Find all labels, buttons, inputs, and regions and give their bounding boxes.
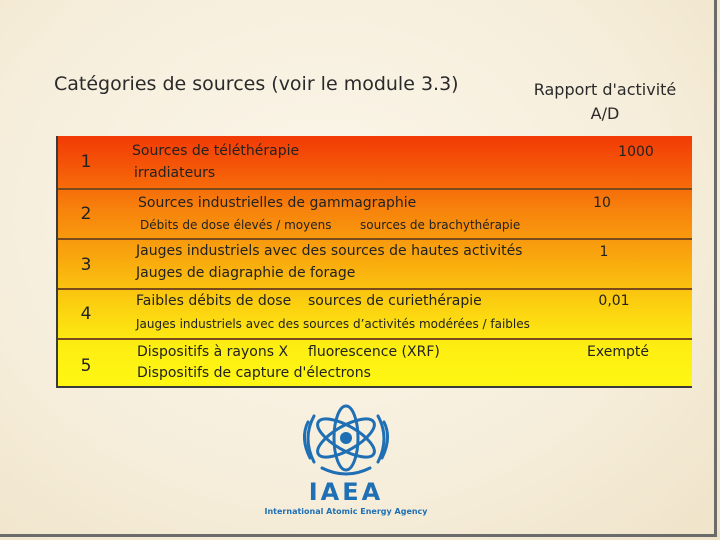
row-ratio-value: 10 (593, 195, 611, 211)
logo-acronym: IAEA (308, 478, 384, 506)
row-number: 2 (80, 204, 92, 224)
logo-agency-name: International Atomic Energy Agency (264, 507, 428, 516)
row-description-line1: Sources industrielles de gammagraphie (138, 195, 417, 211)
row-description-line2: Jauges industriels avec des sources d’activités modérées / faibles (136, 317, 530, 331)
row-number: 5 (80, 356, 92, 376)
row-description-line2a: Débits de dose élevés / moyens (140, 218, 332, 232)
row-number: 4 (80, 304, 92, 324)
row-ratio-value: Exempté (587, 344, 649, 360)
table-row-4 (58, 288, 692, 340)
atom-emblem-icon (264, 398, 446, 523)
categories-header: Catégories de sources (voir le module 3.3) (54, 73, 459, 95)
row-description-line2b: sources de brachythérapie (360, 218, 521, 232)
row-description-line2: Jauges de diagraphie de forage (136, 265, 356, 281)
row-description-line2: Dispositifs de capture d'électrons (137, 365, 371, 381)
row-description-line1a: Faibles débits de dose (136, 293, 292, 309)
source-categories-table (56, 136, 692, 388)
ratio-header-line1: Rapport d'activité (533, 80, 677, 99)
iaea-logo (264, 398, 446, 523)
row-ratio-value: 0,01 (598, 293, 630, 309)
row-ratio-value: 1 (599, 244, 609, 260)
ratio-header (520, 78, 690, 126)
row-description-line1: Sources de téléthérapie (132, 143, 300, 159)
ratio-header-line2: A/D (590, 104, 620, 123)
row-description-line1a: Dispositifs à rayons X (137, 344, 289, 360)
row-description-line1b: sources de curiethérapie (308, 293, 482, 309)
row-number: 3 (80, 255, 92, 275)
row-description-line2: irradiateurs (134, 165, 216, 181)
row-description-line1: Jauges industriels avec des sources de hautes activités (136, 243, 523, 259)
table-row-3 (58, 238, 692, 290)
table-row-5 (58, 338, 692, 386)
table-row-2 (58, 188, 692, 240)
row-description-line1b: fluorescence (XRF) (308, 344, 440, 360)
row-number: 1 (80, 152, 92, 172)
table-row-1 (58, 136, 692, 188)
row-ratio-value: 1000 (618, 144, 654, 160)
